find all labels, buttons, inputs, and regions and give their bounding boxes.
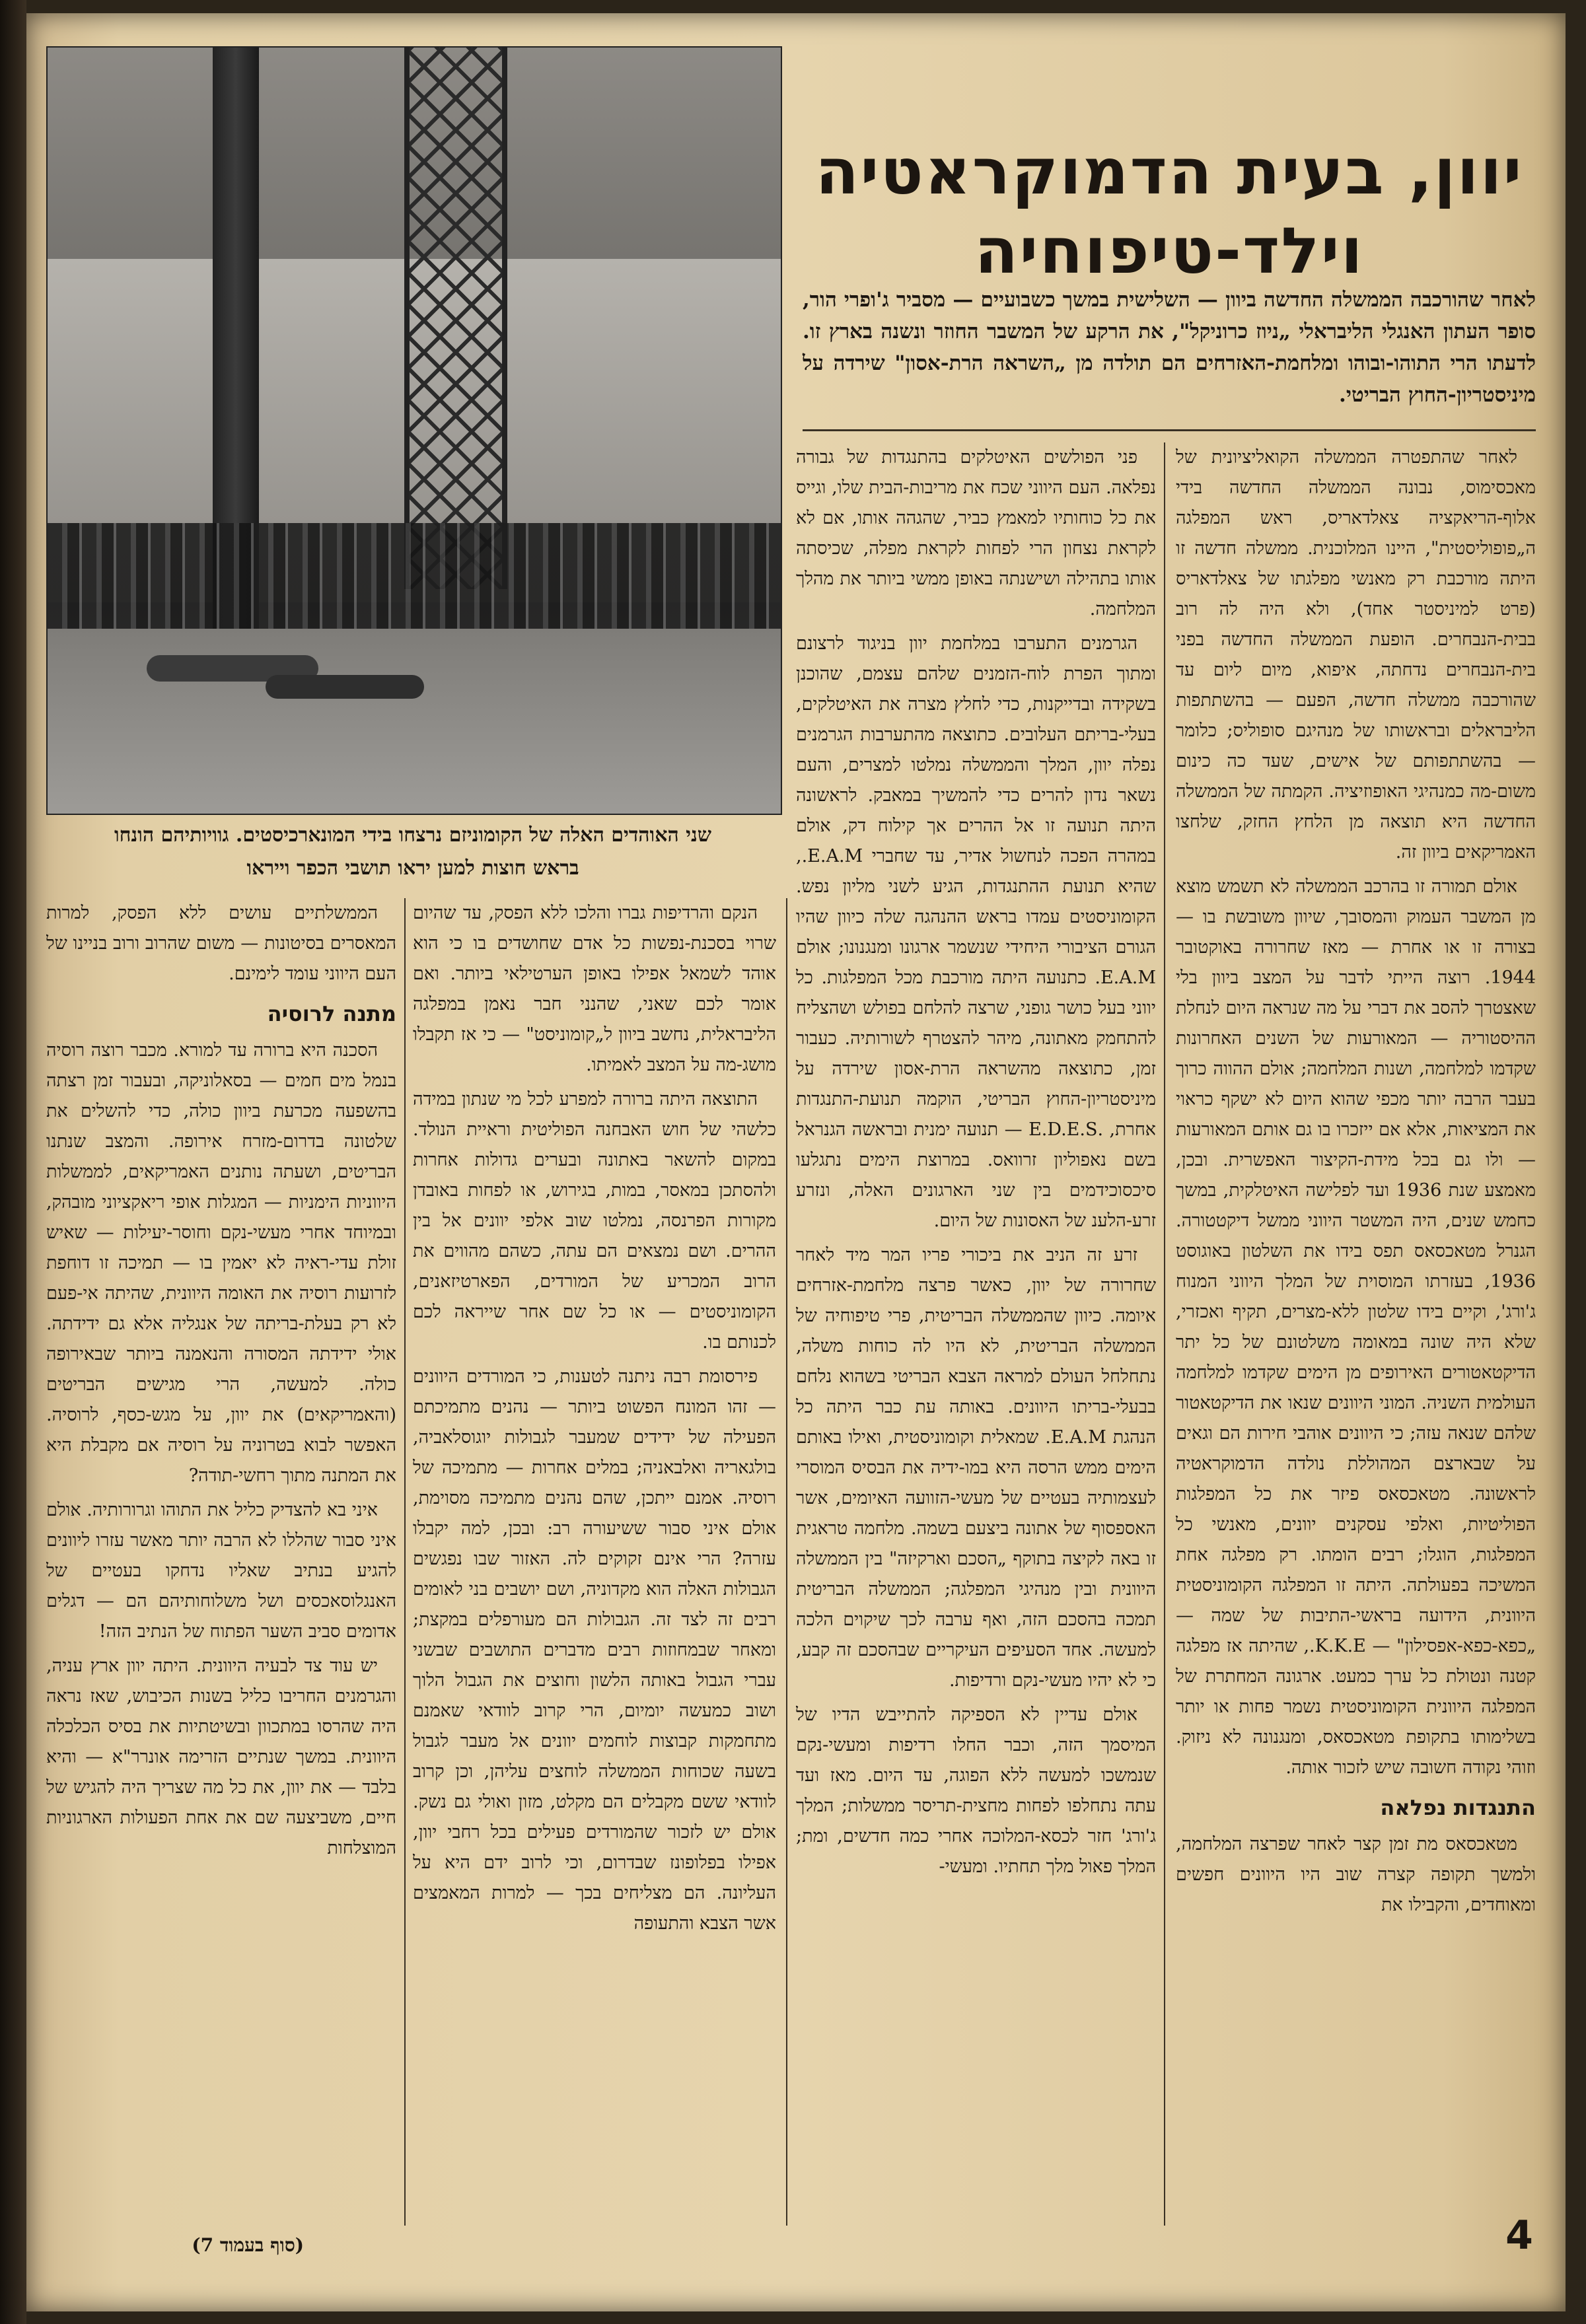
col1-heading: התנגדות נפלאה — [1380, 1795, 1536, 1820]
continued-note: (סוף בעמוד 7) — [192, 2234, 304, 2256]
col2-paragraph: הגרמנים התערבו במלחמת יוון בניגוד לרצונם ומתוך הפרת לוח-הזמנים שלהם עצמם, שהוכנן בשקידה ובדייקנות, כדי לחלץ מצרה את האיטלקים, בעלי-בריתם העלובים. כתוצאה מהתערבות הגרמנים נפלה יוון, המלך והממשלה נמלטו למצרים, והעם נשאר נדון להרים כדי להמשיך במאבק. לראשונה היתה תנועה זו אל ההרים אך קילוח דק, אולם במהרה הפכה לנחשול אדיר, עד שחברי E.A.M., שהיא תנועת ההתנגדות, הגיע לשני מליון נפש. הקומוניסטים עמדו בראש ההנהגה שלה כיוון שהיו הגורם הציבורי היחידי שנשמר ארגונו ומנגנונו; אולם E.A.M. כתנועה היתה מורכבת מכל המפלגות. כל יווני בעל כושר גופני, שרצה להלחם בפולש ושהצליח להתחמק מאתונה, מיהר להצטרף לשורותיה. כעבור זמן, כתוצאה מהשראה הרת-אסון שירדה על מיניסטריון-החוץ הבריטי, הוקמה תנועת-התנגדות אחרת, .E.D.E.S — תנועה ימנית ובראשה הגנראל בשם נאפוליון זרוואס. במרוצת הימים נתגלעו סיכסוכידמים בין שני הארגונים האלה, ונזרע זרע-הלענ של האסונות של היום. — [796, 633, 1156, 1231]
col2-paragraph: פני הפולשים האיטלקים בהתנגדות של גבורה נפלאה. העם היווני שכח את מריבות-הבית שלו, וגייס את כל כוחותיו למאמץ כביר, שהגהה אותו, אם לא לקראת נצחון הרי לפחות לקראת מפלה, שכיסתה אותו בתהילה ושישנתה באופן ממשי ביותר את מהלך המלחמה. — [796, 447, 1156, 619]
title-line-2: וילד-טיפוחיה — [974, 214, 1364, 288]
column-divider — [1164, 442, 1165, 2226]
col4-paragraph: איני בא להצדיק כליל את התוהו וגרורותיה. אולם איני סבור שהללו לא הרבה יותר מאשר עזרו ליוונים להגיע בנתיב שאליו נדחקו בעטיים של האנגלוסאכסים ושל משלוחותיהם הם — דגלים אדומים סביב השער הפתוח של הנתיב הזה! — [46, 1500, 396, 1642]
title-line-1: יוון, בעית הדמוקראטיה — [815, 135, 1523, 209]
caption-line-1: שני האוהדים האלה של הקומוניזם נרצחו בידי המונארכיסטים. גוויותיהם הונחו — [114, 824, 712, 847]
col4-paragraph: הסכנה היא ברורה עד למורא. מכבר רוצה רוסיה בנמל מים חמים — בסאלוניקה, ובעבור זמן רצתה בהשפעה מכרעת ביוון כולה, כדי להשלים את שלטונה בדרום-מזרח אירופה. והמצב שנתנו הבריטים, ושעתה נותנים האמריקאים, לממשלות היווניות הימניות — המגלות אופי ריאקציוני מובהק, ובמיוחד אחרי מעשי-נקם וחוסר-יעילות — שאיש זולת עדי-ראיה לא יאמין בו — תמיכה זו דוחפת לזרועות רוסיה את האומה היוונית, שהיתה אי-פעם לא רק בעלת-בריתה של אנגליה אלא גם ידידתה. אולי ידידתה המסורה והנאמנה ביותר שבאירופה כולה. למעשה, הרי מגישים הבריטים (והאמריקאים) את יוון, על מגש-כסף, לרוסיה. האפשר לבוא בטרוניה על רוסיה אם מקבלת היא את המתנה מתוך רחשי-תודה? — [46, 1040, 396, 1486]
binding-spine — [0, 0, 26, 2324]
col3-paragraph: התוצאה היתה ברורה למפרע לכל מי שנתון במידה כלשהי של חוש האבחנה הפוליטית וראיית הנולד. במקום להשאר באתונה ובערים גדולות אחרות ולהסתכן במאסר, במות, בגירוש, או לפחות באובדן מקורות הפרנסה, נמלטו שוב אלפי יוונים אל בין ההרים. ושם נמצאים הם עתה, כשהם מהווים את הרוב המכריע של המורדים, הפארטיזאנים, הקומוניסטים — או כל שם אחר שייראה לכם לכנותם בו. — [413, 1089, 776, 1353]
column-3 — [413, 898, 776, 2226]
col4-paragraph: יש עוד צד לבעיה היוונית. היתה יוון ארץ עניה, והגרמנים החריבו כליל בשנות הכיבוש, שאז נראה היה שהרסו במתכוון ובשיטתיות את בסיס הכלכלה היוונית. במשך שנתיים הזרימה אונרר"א — והיא בלבד — את יוון, את כל מה שצריך היה להגיש של חיים, משביצעה שם את אחת הפעולות הארגוניות המוצלחות — [46, 1656, 396, 1858]
photo-figure-2 — [266, 675, 424, 699]
column-divider — [786, 898, 787, 2226]
col4-paragraph: הממשלתיים עושים ללא הפסק, למרות המאסרים בסיטונות — משום שהרוב ורוב בניינו של העם היווני עומד לימינם. — [46, 903, 396, 984]
col3-paragraph: פירסומת רבה ניתנה לטענות, כי המורדים היוונים — זהו המונח הפשוט ביותר — נהנים מתמיכתם הפעילה של ידידים שמעבר לגבולות יוגוסלאביה, בולגאריה ואלבאניה; במלים אחרות — מתמיכה של רוסיה. אמנם ייתכן, שהם נהנים מתמיכה מסוימת, אולם איני סבור ששיעורה רב: ובכן, למה יקבלו עזרה? הרי אינם זקוקים לה. האזור שבו נפגשים הגבולות האלה הוא מקדוניה, ושם יושבים בני לאומים רבים זה לצד זה. הגבולות הם מעורפלים במקצת; ומאחר שבמחוזות רבים מדברים התושבים שבשני עברי הגבול באותה הלשון וחוצים את הגבול הלוך ושוב כמעשה יומיום, הרי קרוב לוודאי שאמנם מתחמקות קבוצות לוחמים יוונים אל מעבר לגבול בשעה שכוחות הממשלה לוחצים עליהן, וכן קרוב לוודאי ששם מקבלים הם מקלט, מזון ואולי גם נשק. אולם יש לזכור שהמורדים פעילים בכל רחבי יוון, אפילו בפלופונז שבדרום, וכי לרוב ידם היא על העליונה. הם מצליחים בכך — למרות המאמצים אשר הצבא והתעופה — [413, 1366, 776, 1934]
col4-heading: מתנה לרוסיה — [267, 1001, 396, 1026]
photo-pylon — [404, 48, 507, 589]
caption-line-2: בראש חוצות למען יראו תושבי הכפר וייראו — [246, 857, 579, 880]
col2-paragraph: זרע זה הניב את ביכורי פריו המר מיד לאחר שחרורה של יוון, כאשר פרצה מלחמת-אזרחים איומה. כיוון שהממשלה הבריטית, פרי טיפוחיה של הממשלה הבריטית, לא היו לה כוחות משלה, נתחלחל העולם למראה הצבא הבריטי בשהוא נלחם בבעלי-בריתו היוונים. באותה עת כבר היתה כל הנהגת E.A.M. שמאלית וקומוניסטית, ואילו באותם הימים ממש הרסה היא במו-ידיה את הבסיס המוסרי לעצמותיה בעטיים של מעשי-הזוועה האיומים, אשר האספסוף של אתונה ביצעם בשמה. מלחמה טראגית זו באה לקיצה בתוקף „הסכם וארקיזה" בין הממשלה היוונית ובין מנהיגי המפלגה; הממשלה הבריטית תמכה בהסכם הזה, ואף ערבה לכך שיקוים הלכה למעשה. אחד הסעיפים העיקריים שבהסכם זה קבע, כי לא יהיו מעשי-נקם ורדיפות. — [796, 1245, 1156, 1691]
col1-paragraph: מטאכסאס מת זמן קצר לאחר שפרצה המלחמה, ולמשך תקופה קצרה שוב היו היוונים חפשים ומאוחדים, והקבילו את — [1176, 1834, 1536, 1915]
magazine-page — [26, 13, 1566, 2311]
col2-paragraph: אולם עדיין לא הספיקה להתייבש הדיו של המיסמך הזה, וכבר החלו רדיפות ומעשי-נקם שנמשכו למעשה ללא הפוגה, עד היום. מאז ועד עתה נתחלפו לפחות מחצית-תריסר ממשלות; המלך ג'ורג' חזר לכסא-המלוכה אחרי כמה חדשים, ומת; המלך פאול מלך תחתיו. ומעשי- — [796, 1705, 1156, 1877]
column-divider — [404, 898, 406, 2226]
column-1 — [1176, 442, 1536, 2212]
news-photo — [46, 46, 782, 815]
photo-crowd — [48, 523, 781, 629]
col1-paragraph: אולם תמורה זו בהרכב הממשלה לא תשמש מוצא מן המשבר העמוק והמסובך, שיוון משובשת בו — בצורה זו או אחרת — מאז שחרורה באוקטובר 1944. רוצה הייתי לדבר על המצב ביוון בלי שאצטרך להסב את דברי על מה שנראה היום לנחלת ההיסטוריה — המאורעות של השנים האחרונות שקדמו למלחמה, ושנות המלחמה; אולם ההווה כרוך בעבר הרבה יותר מכפי שהוא היום לא ישקף כראוי את המציאות, אלא אם ייזכרו בו גם אותם המאורעות — ולו גם בכל מידת-הקיצור האפשרית. ובכן, מאמצע שנת 1936 ועד לפלישה האיטלקית, במשך כחמש שנים, היה המשטר היווני ממשל דיקטטורה. הגנרל מטאכסאס תפס בידו את השלטון באוגוסט 1936, בעזרתו המוסוית של המלך היווני המנוח ג'ורג', וקיים בידו שלטון ללא-מצרים, תקיף ואכזרי, שלא היה שונה במאומה משלטונם של כל יתר הדיקטאטורים האירופים מן הימים שקדמו למלחמה העולמית השניה. המוני היוונים שנאו את הדיקטאטור שלהם שנאה עזה; כי היוונים אוהבי חירות הם וגאים על שבארצם המהוללת נולדה הדמוקראטיה לראשונה. מטאכסאס פיזר את כל המפלגות הפוליטיות, ואלפי עסקנים יוונים, מאנשי כל המפלגות, הוגלו; רבים הומתו. רק מפלגה אחת המשיכה בפעולתה. היתה זו המפלגה הקומוניסטית היוונית, הידועה בראשי-התיבות של שמה — „כפא-כפא-אפסילון" — K.K.E., שהיתה אז מפלגה קטנה ונטולת כל ערך כמעט. ארגונה המחתרת של המפלגה היוונית הקומוניסטית נשמר פחות או יותר בשלימותו בתקופת מטאכסאס, ומנגנונה לא ניזוק. וזוהי נקודה חשובה שיש לזכור אותה. — [1176, 876, 1536, 1778]
article-intro: לאחר שהורכבה הממשלה החדשה ביוון — השלישית במשך כשבועיים — מסביר ג'ופרי הור, סופר העתון האנגלי הליבראלי „ניוז כרוניקל", את הרקע של המשבר החוזר ונשנה בארץ זו. לדעתו הרי התוהו-ובוהו ומלחמת-האזרחים הם תולדה מן „השראה הרת-אסון" שירדה על מיניסטריון-החוץ הבריטי. — [803, 288, 1536, 407]
photo-caption — [46, 819, 779, 892]
col1-paragraph: לאחר שהתפטרה הממשלה הקואליציונית של מאכסימוס, נבונה הממשלה החדשה בידי אלוף-הריאקציה צאלדאריס, ראש המפלגה ה„פופוליסטית", היינו המלוכנית. ממשלה חדשה זו היתה מורכבת רק מאנשי מפלגתו של צאלדאריס (פרט למיניסטר אחד), ולא היה לה רוב בבית-הנבחרים. הופעת הממשלה החדשה בפני בית-הנבחרים נדחתה, איפוא, מיום ליום עד שהורכבה ממשלה חדשה, הפעם — בהשתתפות הליבראלים ובראשותו של מנהיגם סופוליס; כלומר — בהשתתפותם של אישים, שעד כה כינום משום-מה כמנהיגי האופוזיציה. הקמתה של הממשלה החדשה היא תוצאה מן הלחץ החזק, שלחצו האמריקאים ביוון זה. — [1176, 447, 1536, 863]
article-title — [796, 132, 1542, 291]
col3-paragraph: הנקם והרדיפות גברו והלכו ללא הפסק, עד שהיום שרוי בסכנת-נפשות כל אדם שחושדים בו כי הוא אוהד לשמאל אפילו באופן הערטילאי ביותר. ואם אומר לכם שאני, שהנני חבר נאמן במפלגה הליבראלית, נחשב ביוון ל„קומוניסט" — כי אז תקבלו מושג-מה על המצב לאמיתו. — [413, 903, 776, 1075]
column-4 — [46, 898, 396, 2219]
page-number: 4 — [1505, 2212, 1533, 2259]
column-2 — [796, 442, 1156, 2226]
intro-rule — [803, 429, 1536, 431]
